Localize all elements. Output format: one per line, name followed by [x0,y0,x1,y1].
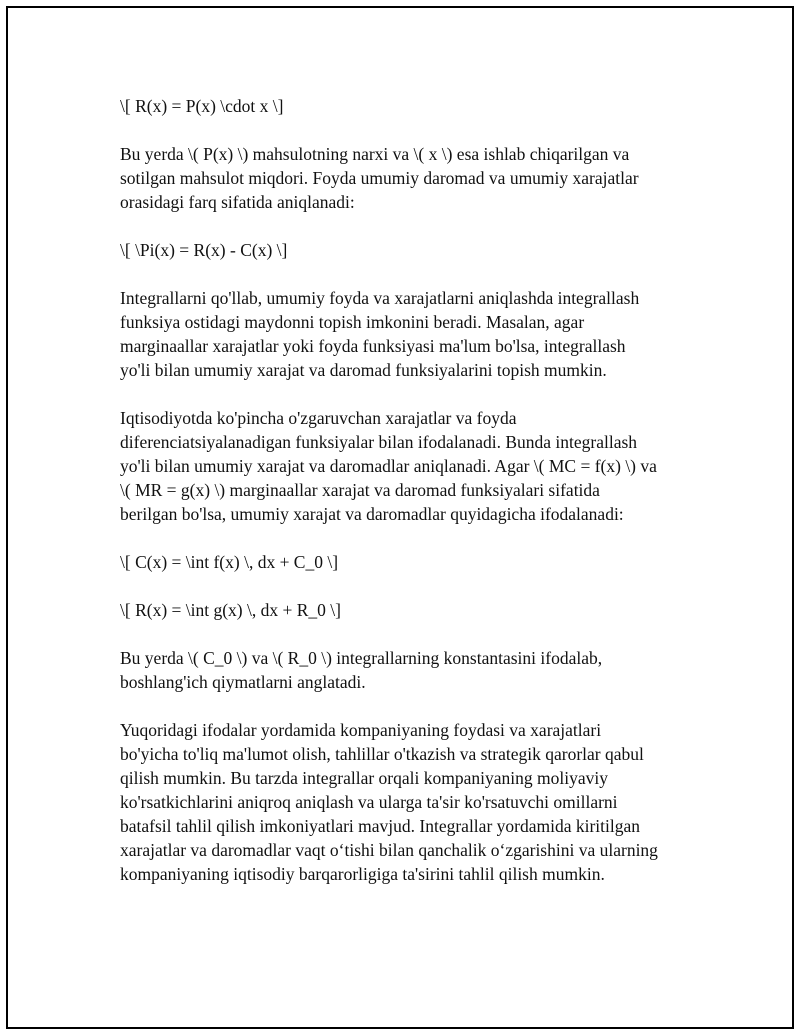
text-line: boshlang'ich qiymatlarni anglatadi. [120,672,366,692]
text-line: yo'li bilan umumiy xarajat va daromadlar aniqlanadi. Agar \( MC = f(x) \) va [120,456,657,476]
text-line: \[ R(x) = \int g(x) \, dx + R_0 \] [120,600,341,620]
text-line: yo'li bilan umumiy xarajat va daromad funksiyalarini topish mumkin. [120,360,607,380]
text-line: ko'rsatkichlarini aniqroq aniqlash va ularga ta'sir ko'rsatuvchi omillarni [120,792,618,812]
text-line: \[ \Pi(x) = R(x) - C(x) \] [120,240,288,260]
text-line: kompaniyaning iqtisodiy barqarorligiga ta'sirini tahlil qilish mumkin. [120,864,605,884]
formula-total-cost [120,550,700,574]
text-line: berilgan bo'lsa, umumiy xarajat va daromadlar quyidagicha ifodalanadi: [120,504,624,524]
text-line: qilish mumkin. Bu tarzda integrallar orqali kompaniyaning moliyaviy [120,768,608,788]
text-line: Iqtisodiyotda ko'pincha o'zgaruvchan xarajatlar va foyda [120,408,517,428]
text-line: batafsil tahlil qilish imkoniyatlari mavjud. Integrallar yordamida kiritilgan [120,816,641,836]
text-line: funksiya ostidagi maydonni topish imkonini beradi. Masalan, agar [120,312,585,332]
text-line: xarajatlar va daromadlar vaqt o‘tishi bilan qanchalik o‘zgarishini va ularning [120,840,658,860]
formula-profit [120,238,700,262]
text-line: orasidagi farq sifatida aniqlanadi: [120,192,355,212]
text-line: \[ C(x) = \int f(x) \, dx + C_0 \] [120,552,339,572]
text-line: bo'yicha to'liq ma'lumot olish, tahlillar o'tkazish va strategik qarorlar qabul [120,744,644,764]
text-line: Bu yerda \( P(x) \) mahsulotning narxi va \( x \) esa ishlab chiqarilgan va [120,144,630,164]
text-line: diferenciatsiyalanadigan funksiyalar bilan ifodalanadi. Bunda integrallash [120,432,638,452]
paragraph-economics [120,406,700,526]
paragraph-conclusion [120,718,700,886]
text-line: \( MR = g(x) \) marginaallar xarajat va daromad funksiyalari sifatida [120,480,600,500]
formula-total-revenue [120,598,700,622]
document-body [120,94,700,910]
text-line: Integrallarni qo'llab, umumiy foyda va xarajatlarni aniqlashda integrallash [120,288,640,308]
page-frame [6,6,794,1029]
paragraph-price-quantity [120,142,700,214]
formula-revenue [120,94,700,118]
text-line: \[ R(x) = P(x) \cdot x \] [120,96,284,116]
paragraph-integrals-use [120,286,700,382]
text-line: Bu yerda \( C_0 \) va \( R_0 \) integrallarning konstantasini ifodalab, [120,648,603,668]
paragraph-constants [120,646,700,694]
text-line: marginaallar xarajatlar yoki foyda funksiyasi ma'lum bo'lsa, integrallash [120,336,626,356]
text-line: sotilgan mahsulot miqdori. Foyda umumiy daromad va umumiy xarajatlar [120,168,639,188]
text-line: Yuqoridagi ifodalar yordamida kompaniyaning foydasi va xarajatlari [120,720,602,740]
